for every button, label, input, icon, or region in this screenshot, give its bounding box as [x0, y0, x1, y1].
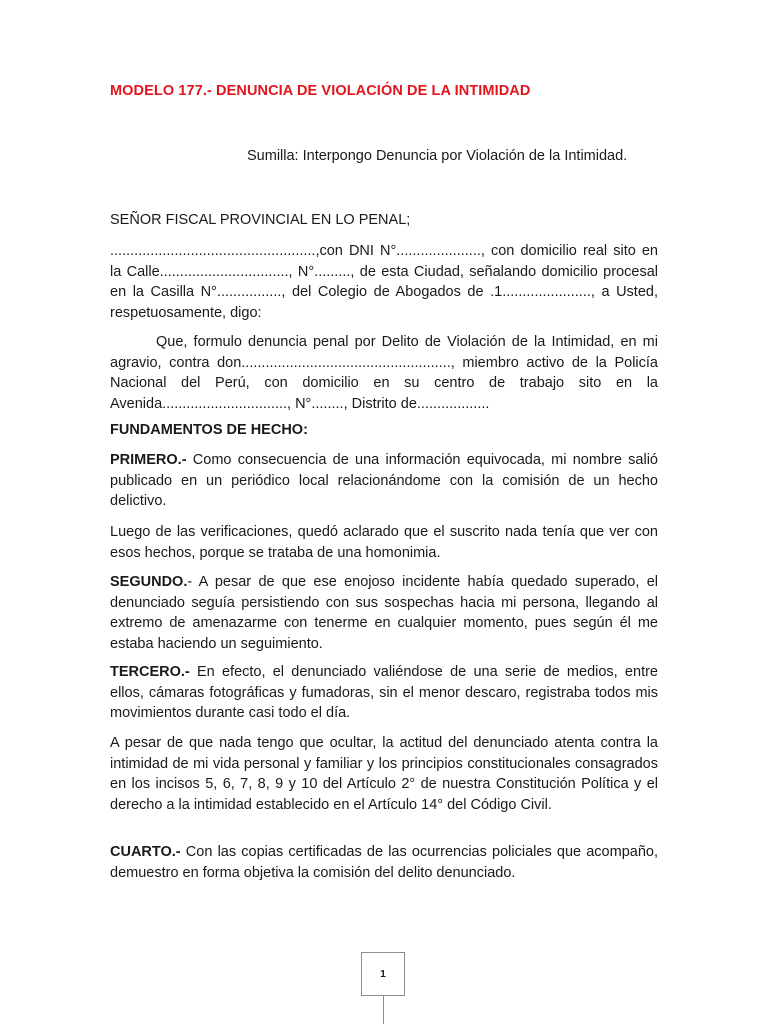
primero-followup-paragraph — [110, 522, 658, 563]
primero-text: Como consecuencia de una información equivocada, mi nombre salió publicado en un periódico local relacionándome con la comisión de un hecho delictivo. — [110, 452, 658, 509]
tercero-paragraph — [110, 662, 658, 724]
segundo-label: SEGUNDO. — [110, 574, 188, 590]
primero-label: PRIMERO.- — [110, 452, 187, 468]
tercero-label: TERCERO.- — [110, 664, 190, 680]
page-number-box — [361, 952, 405, 996]
tercero-followup-paragraph — [110, 733, 658, 815]
page-number: 1 — [380, 968, 386, 980]
primero-followup-text: Luego de las verificaciones, quedó aclarado que el suscrito nada tenía que ver con esos hechos, porque se trataba de una homonimia. — [110, 524, 658, 561]
formulation-text: Que, formulo denuncia penal por Delito de Violación de la Intimidad, en mi agravio, contra don...................................................., miembro activo de la Policía Nacional del Perú, con domicilio en su centro de trabajo sito en la Avenida..............................., N°........, Distrito de.................. — [110, 334, 658, 412]
tercero-text: En efecto, el denunciado valiéndose de una serie de medios, entre ellos, cámaras fotográficas y fumadoras, sin el menor descaro, registraba todos mis movimientos durante casi todo el día. — [110, 664, 658, 721]
segundo-paragraph — [110, 572, 658, 654]
cuarto-paragraph — [110, 842, 658, 883]
segundo-text: - A pesar de que ese enojoso incidente había quedado superado, el denunciado seguía persistiendo con sus sospechas hacia mi persona, llegando al extremo de amenazarme con tenerme en cualquier momento, pues según él me estaba haciendo un seguimiento. — [110, 574, 658, 652]
intro-text: ...................................................,con DNI N°....................., con domicilio real sito en la Calle................................, N°........., de esta Ciudad, señalando domicilio procesal en la Casilla N°................, del Colegio de Abogados de .1......................, a Usted, respetuosamente, digo: — [110, 243, 658, 321]
sumilla: Sumilla: Interpongo Denuncia por Violación de la Intimidad. — [247, 148, 628, 164]
tercero-followup-text: A pesar de que nada tengo que ocultar, la actitud del denunciado atenta contra la intimidad de mi vida personal y familiar y los principios constitucionales consagrados en los incisos 5, 6, 7, 8, 9 y 10 del Artículo 2° de nuestra Constitución Política y el derecho a la intimidad establecido en el Artículo 14° del Código Civil. — [110, 735, 658, 813]
formulation-paragraph — [110, 332, 658, 414]
intro-paragraph — [110, 241, 658, 323]
page-number-divider — [383, 996, 384, 1024]
document-title: MODELO 177.- DENUNCIA DE VIOLACIÓN DE LA INTIMIDAD — [110, 83, 531, 99]
cuarto-label: CUARTO.- — [110, 844, 181, 860]
primero-paragraph — [110, 450, 658, 512]
addressee: SEÑOR FISCAL PROVINCIAL EN LO PENAL; — [110, 212, 411, 228]
section-heading: FUNDAMENTOS DE HECHO: — [110, 422, 308, 438]
cuarto-text: Con las copias certificadas de las ocurrencias policiales que acompaño, demuestro en forma objetiva la comisión del delito denunciado. — [110, 844, 658, 881]
